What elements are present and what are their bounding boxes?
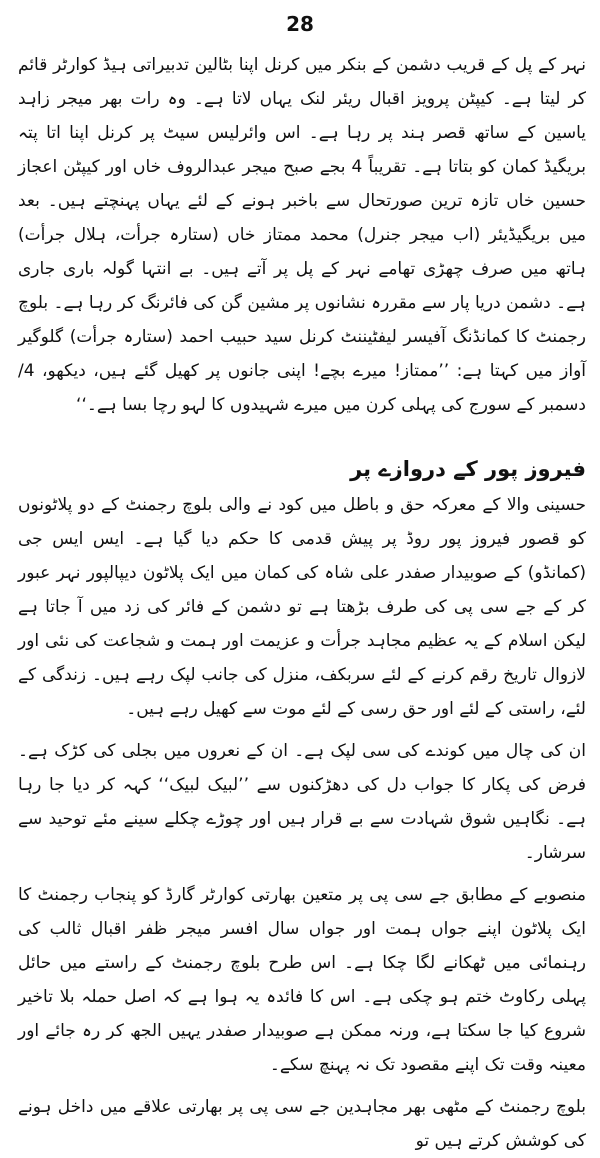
paragraph-bunker-headquarters: نہر کے پل کے قریب دشمن کے بنکر میں کرنل اپنا بٹالین تدبیراتی ہیڈ کوارٹر قائم کر لیتا ہے۔ کیپٹن پرویز اقبال ریئر لنک یہاں لاتا ہے۔ وہ رات بھر میجر زاہد یاسین کے ساتھ قصر ہند پر رہا ہے۔ اس وائرلیس سیٹ پر کرنل اپنا اتا پتہ بریگیڈ کمان کو بتاتا ہے۔ تقریباً 4 بجے صبح میجر عبدالروف خاں اور کیپٹن اعجاز حسین خاں تازہ ترین صورتحال سے باخبر ہونے کے لئے یہاں پہنچتے ہیں۔ بعد میں بریگیڈیئر (اب میجر جنرل) محمد ممتاز خاں (ستارہ جرأت، ہلال جرأت) ہاتھ میں صرف چھڑی تھامے نہر کے پل پر آتے ہیں۔ بے انتہا گولہ باری جاری ہے۔ دشمن دریا پار سے مقررہ نشانوں پر مشین گن کی فائرنگ کر رہا ہے۔ بلوچ رجمنٹ کا کمانڈنگ آفیسر لیفٹیننٹ کرنل سید حبیب احمد (ستارہ جرأت) گلوگیر آواز میں کہتا ہے: ’’ممتاز! میرے بچے! اپنی جانوں پر کھیل گئے ہیں، دیکھو، 4/دسمبر کے سورج کی پہلی کرن میں میرے شہیدوں کا لہو رچا بسا ہے۔‘‘ <box>18 55 586 415</box>
section-heading: فیروز پور کے دروازے پر <box>350 457 586 481</box>
paragraph-hussaini-wala: حسینی والا کے معرکہ حق و باطل میں کود نے والی بلوچ رجمنٹ کے دو پلاٹونوں کو قصور فیروز پور روڈ پر پیش قدمی کا حکم دیا گیا ہے۔ ایس ایس جی (کمانڈو) کے صوبیدار صفدر علی شاہ کی کمان میں ایک پلاٹون دیپالپور نہر عبور کر کے جے سی پی کی طرف بڑھتا ہے تو دشمن کے فائر کی زد میں آ جاتا ہے لیکن اسلام کے یہ عظیم مجاہد جرأت و عزیمت اور ہمت و شجاعت کی نئی اور لازوال تاریخ رقم کرنے کے لئے سربکف، منزل کی جانب لپک رہے ہیں۔ زندگی کے لئے، راستی کے لئے اور حق رسی کے لئے موت سے کھیل رہے ہیں۔ <box>18 495 586 719</box>
page-number: 28 <box>286 12 314 36</box>
paragraph-lightning-gait: ان کی چال میں کوندے کی سی لپک ہے۔ ان کے نعروں میں بجلی کی کڑک ہے۔ فرض کی پکار کا جواب دل کی دھڑکنوں سے ’’لبیک لبیک‘‘ کہہ کر دیا جا رہا ہے۔ نگاہیں شوق شہادت سے بے قرار ہیں اور چوڑے چکلے سینے مئے توحید سے سرشار۔ <box>18 741 586 863</box>
paragraph-plan: منصوبے کے مطابق جے سی پی پر متعین بھارتی کوارٹر گارڈ کو پنجاب رجمنٹ کا ایک پلاٹون اپنے جواں ہمت اور جواں سال افسر میجر ظفر اقبال ثالب کی رہنمائی میں ٹھکانے لگا چکا ہے۔ اس طرح بلوچ رجمنٹ کے راستے میں حائل پہلی رکاوٹ ختم ہو چکی ہے۔ اس کا فائدہ یہ ہوا ہے کہ اصل حملہ بلا تاخیر شروع کیا جا سکتا ہے، ورنہ ممکن ہے صوبیدار صفدر یہیں الجھ کر رہ جائے اور معینہ وقت تک اپنے مقصود تک نہ پہنچ سکے۔ <box>18 885 586 1075</box>
paragraph-baloch-mujahideen: بلوچ رجمنٹ کے مٹھی بھر مجاہدین جے سی پی پر بھارتی علاقے میں داخل ہونے کی کوشش کرتے ہیں تو <box>18 1097 586 1151</box>
page-body <box>18 48 586 1158</box>
